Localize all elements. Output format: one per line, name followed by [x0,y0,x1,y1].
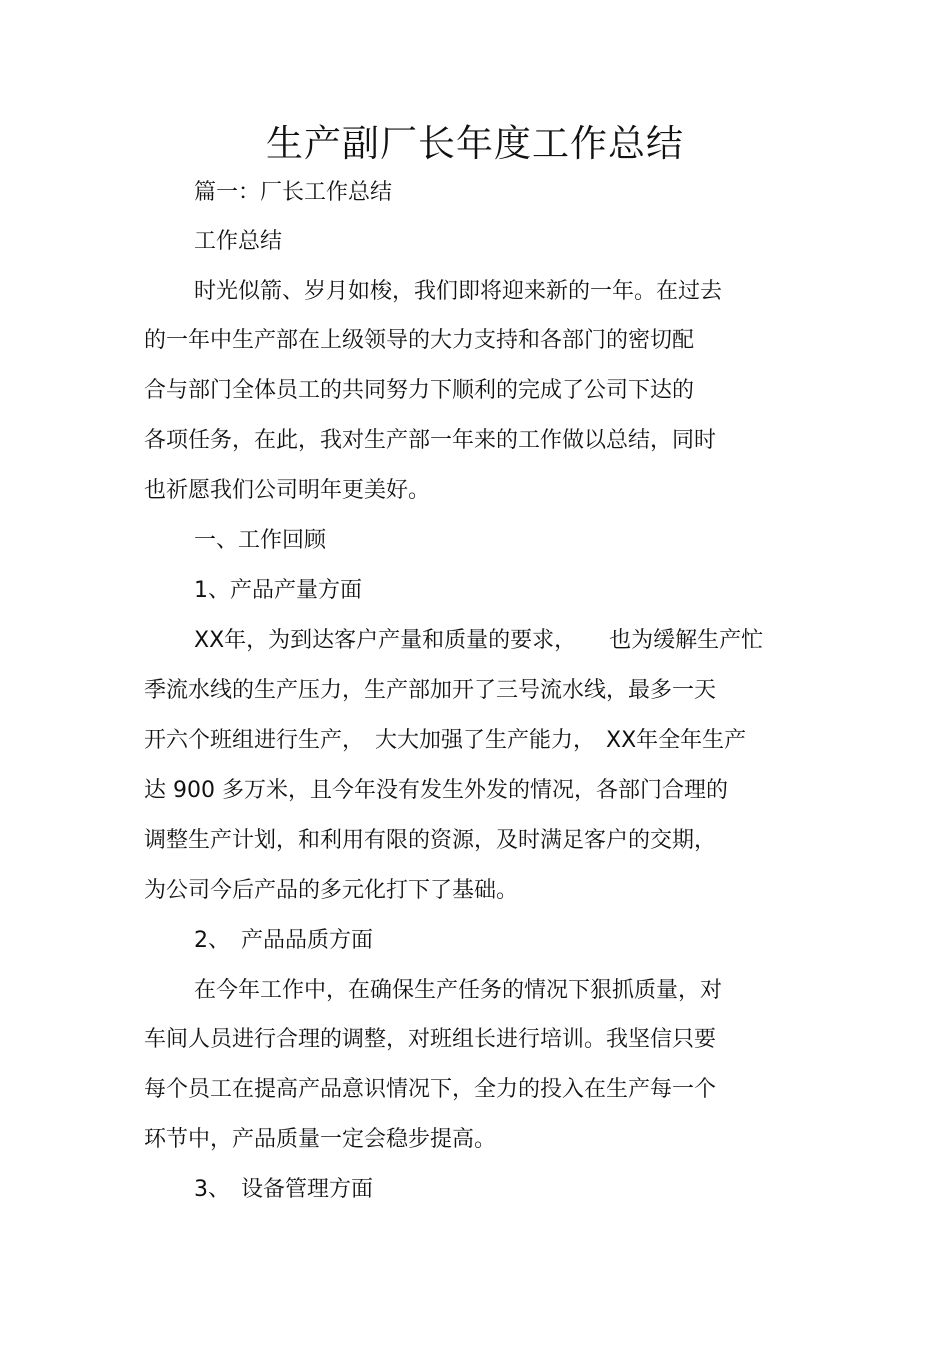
paragraph-line: 合与部门全体员工的共同努力下顺利的完成了公司下达的 [144,378,695,403]
paragraph-line: XX年，为到达客户产量和质量的要求， 也为缓解生产忙 [194,628,764,653]
paragraph-line: 的一年中生产部在上级领导的大力支持和各部门的密切配 [144,328,695,353]
paragraph-line: 每个员工在提高产品意识情况下，全力的投入在生产每一个 [144,1077,717,1102]
paragraph-line: 各项任务，在此，我对生产部一年来的工作做以总结，同时 [144,428,717,453]
subtitle-line: 篇一：厂长工作总结 [194,180,393,205]
paragraph-line: 车间人员进行合理的调整，对班组长进行培训。我坚信只要 [144,1027,717,1052]
subsection-heading: 3、 设备管理方面 [194,1177,373,1202]
section-heading: 一、工作回顾 [194,528,327,553]
subsection-heading: 1、产品产量方面 [194,578,362,603]
heading-line: 工作总结 [194,229,283,254]
subsection-heading: 2、 产品品质方面 [194,928,373,953]
paragraph-line: 调整生产计划，和利用有限的资源，及时满足客户的交期， [144,828,717,853]
paragraph-line: 时光似箭、岁月如梭，我们即将迎来新的一年。在过去 [194,279,723,304]
paragraph-line: 开六个班组进行生产， 大大加强了生产能力， XX年全年生产 [144,728,747,753]
paragraph-line: 也祈愿我们公司明年更美好。 [144,478,431,503]
paragraph-line: 季流水线的生产压力，生产部加开了三号流水线，最多一天 [144,678,717,703]
paragraph-line: 环节中，产品质量一定会稳步提高。 [144,1127,497,1152]
paragraph-line: 在今年工作中，在确保生产任务的情况下狠抓质量，对 [194,978,723,1003]
paragraph-line: 达 900 多万米，且今年没有发生外发的情况，各部门合理的 [144,778,728,803]
paragraph-line: 为公司今后产品的多元化打下了基础。 [144,878,519,903]
document-title: 生产副厂长年度工作总结 [266,122,684,165]
